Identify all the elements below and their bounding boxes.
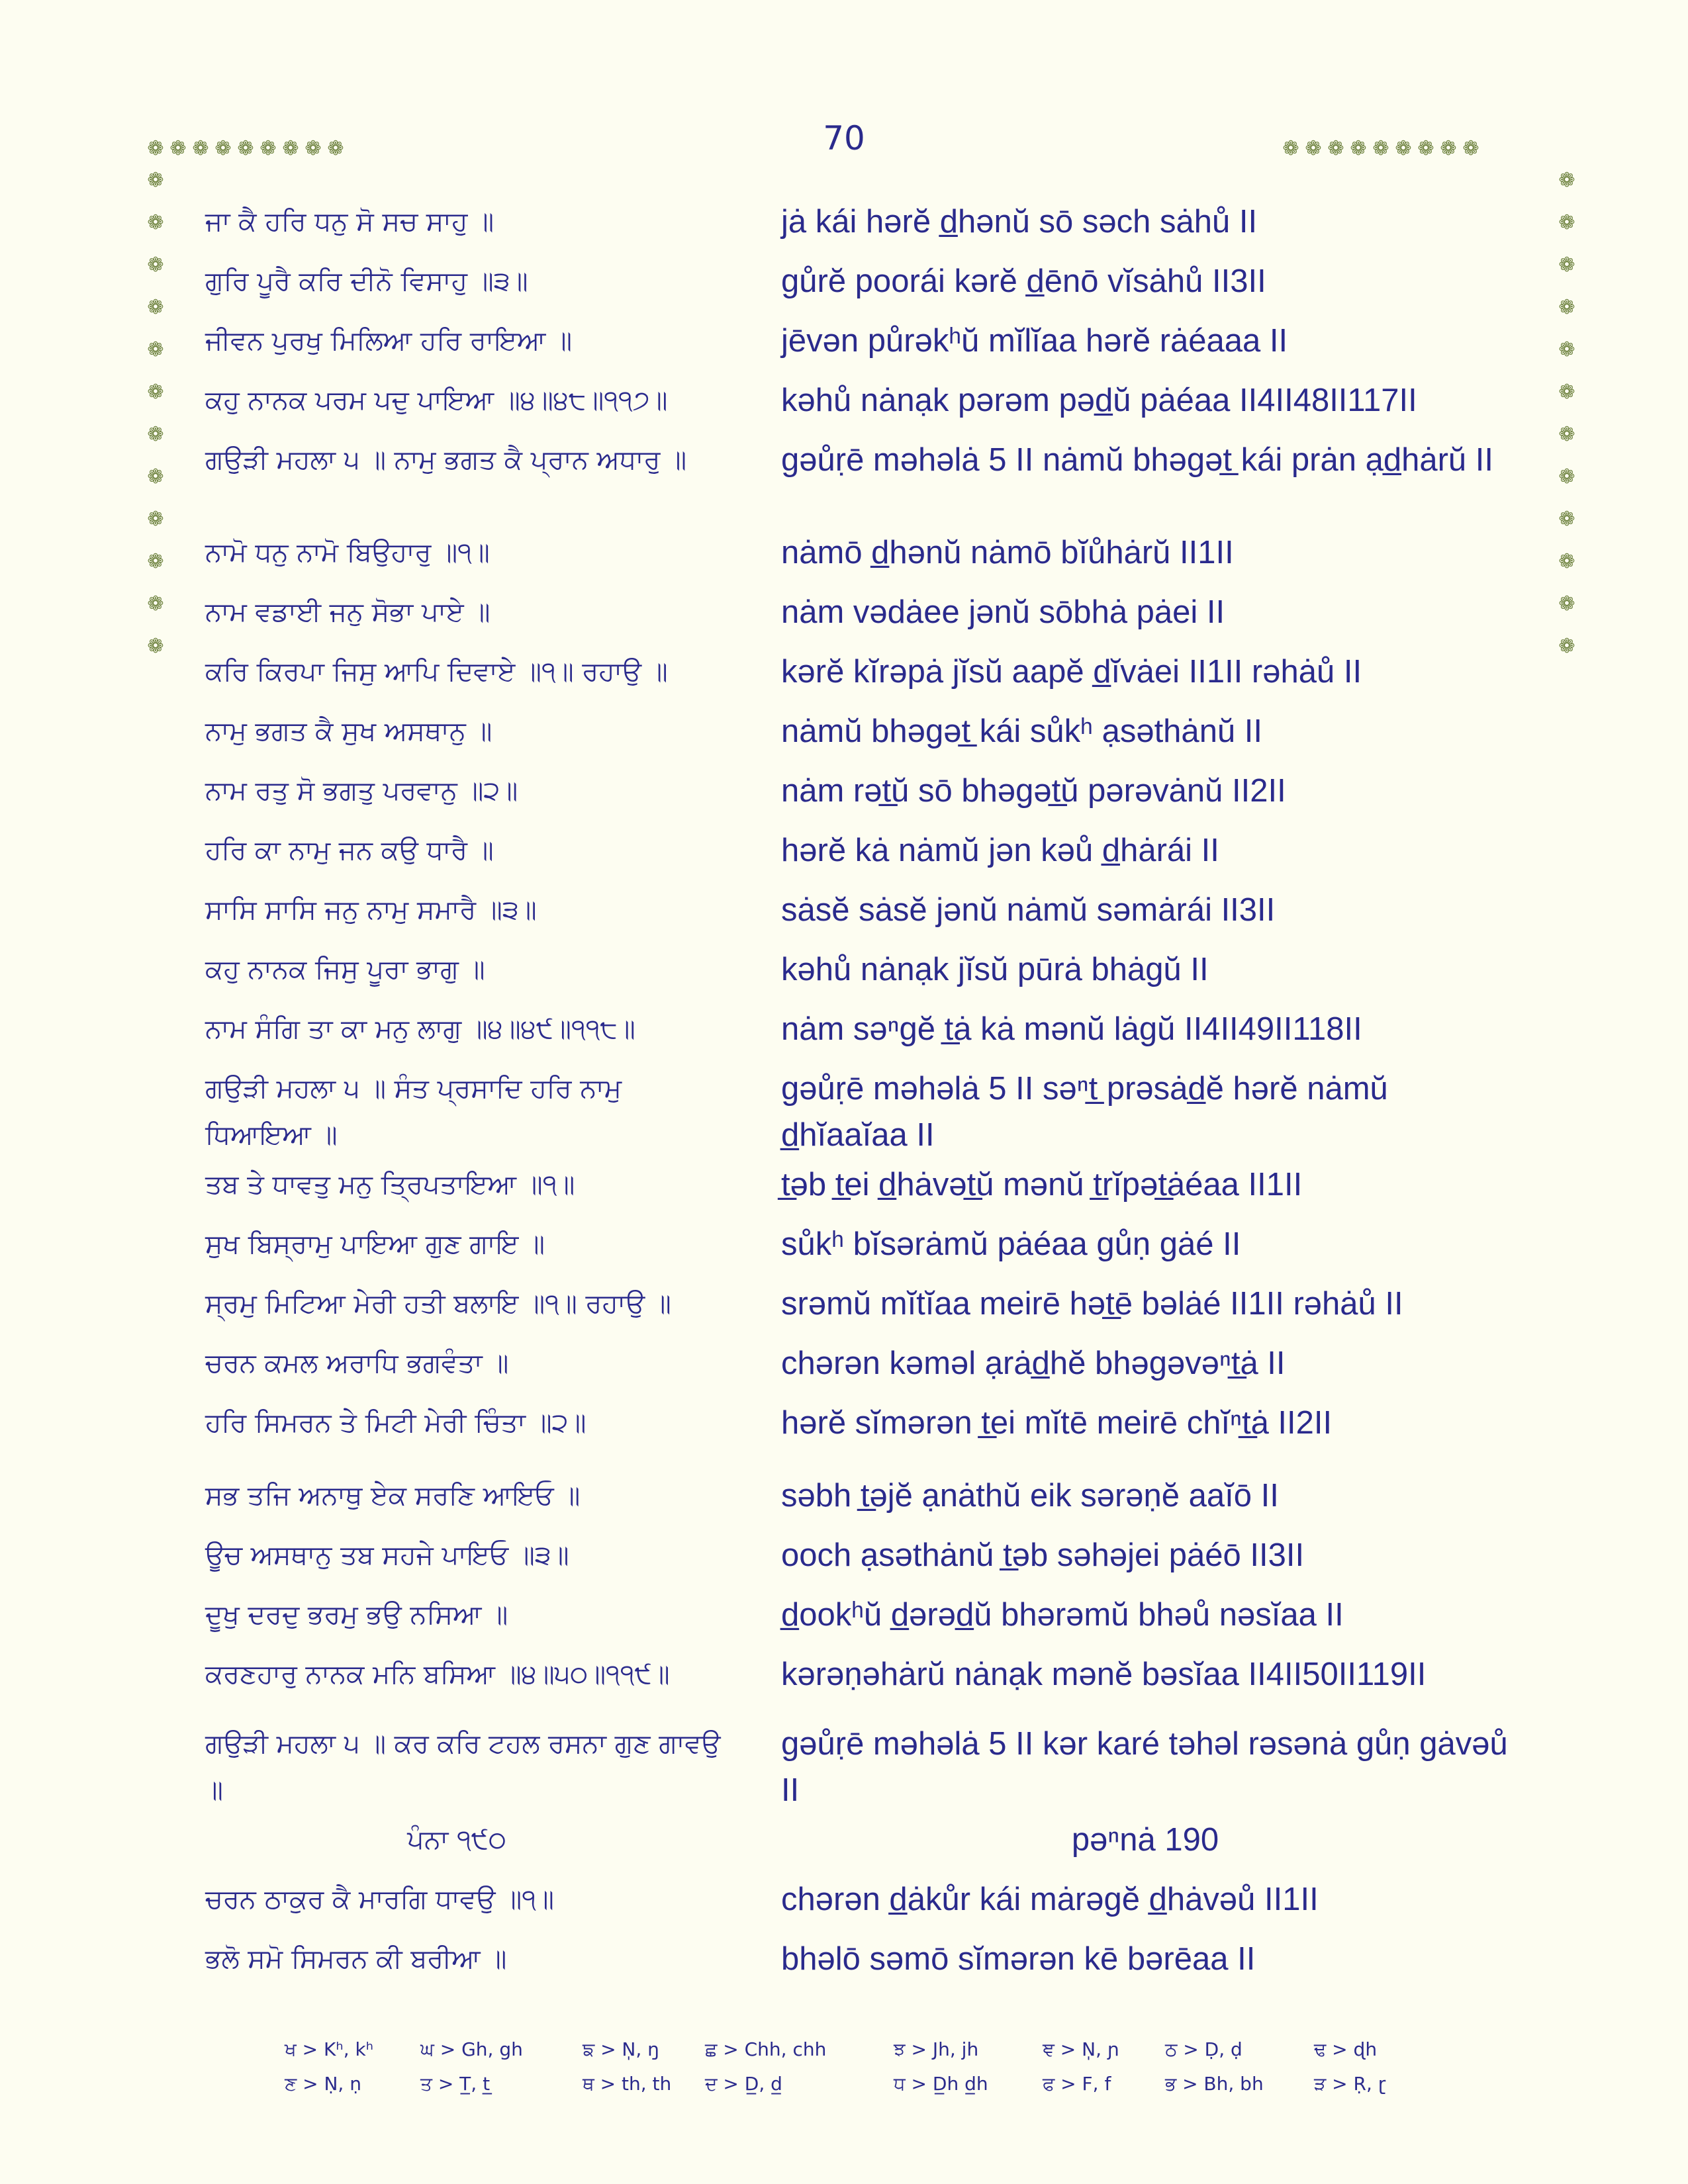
gurmukhi-line: ਊਚ ਅਸਥਾਨੁ ਤਬ ਸਹਜੇ ਪਾਇਓ ॥੩॥ [205,1540,569,1570]
gurmukhi-line: ਨਾਮ ਵਡਾਈ ਜਨੁ ਸੋਭਾ ਪਾਏ ॥ [205,597,491,627]
legend-entry: ਦ > D̲, d̲ [705,2073,782,2095]
transliteration-line: chərən kəməl ạrȧd̲hĕ bhəgəvəⁿt̲ȧ II [781,1345,1286,1381]
gurmukhi-line: ਤਬ ਤੇ ਧਾਵਤੁ ਮਨੁ ਤ੍ਰਿਪਤਾਇਆ ॥੧॥ [205,1169,575,1200]
flower-icon: ❁ [1372,137,1389,160]
gurmukhi-line: ਸੁਖ ਬਿਸ੍ਰਾਮੁ ਪਾਇਆ ਗੁਣ ਗਾਇ ॥ [205,1229,545,1259]
flower-icon: ❁ [147,137,164,160]
gurmukhi-line: ਹਰਿ ਕਾ ਨਾਮੁ ਜਨ ਕਉ ਧਾਰੈ ॥ [205,835,494,866]
transliteration-line: kəhů nȧnạk jĭsŭ pūrȧ bhȧgŭ II [781,952,1209,987]
transliteration-line: srəmŭ mĭtĭaa meirē hət̲ē bəlȧé II1II rəhȧů II [781,1286,1403,1322]
legend-entry: ਣ > Ṇ, ṇ [285,2073,361,2095]
transliteration-line: gəůṛē məhəlȧ 5 II kər karé təhəl rəsənȧ gůṇ gȧvəů II [781,1726,1508,1808]
flower-icon: ❁ [147,592,164,615]
gurmukhi-line: ਨਾਮੁ ਭਗਤ ਕੈ ਸੁਖ ਅਸਥਾਨੁ ॥ [205,716,492,747]
transliteration-line: kəhů nȧnạk pərəm pəd̲ŭ pȧéaa II4II48II117II [781,383,1417,418]
legend-entry: ਢ > ɖh [1314,2038,1378,2060]
flower-icon: ❁ [192,137,209,160]
flower-icon: ❁ [169,137,187,160]
transliteration-line: hərĕ kȧ nȧmŭ jən kəů d̲hȧrái II [781,833,1219,868]
gurmukhi-line: ਕਰਣਹਾਰੁ ਨਾਨਕ ਮਨਿ ਬਸਿਆ ॥੪॥੫੦॥੧੧੯॥ [205,1659,670,1690]
flower-icon: ❁ [327,137,344,160]
flower-icon: ❁ [282,137,299,160]
transliteration-line: kərĕ kĭrəpȧ jĭsŭ aapĕ d̲ĭvȧei II1II rəhȧů II [781,654,1362,690]
flower-icon: ❁ [1558,253,1575,277]
flower-icon: ❁ [147,550,164,573]
flower-icon: ❁ [1558,381,1575,404]
flower-icon: ❁ [1558,550,1575,573]
gurmukhi-line: ਨਾਮੋ ਧਨੁ ਨਾਮੋ ਬਿਉਹਾਰੁ ॥੧॥ [205,537,490,568]
gurmukhi-line: ਭਲੋ ਸਮੋ ਸਿਮਰਨ ਕੀ ਬਰੀਆ ॥ [205,1944,507,1974]
flower-icon: ❁ [147,211,164,234]
transliteration-line: t̲əb t̲ei d̲hȧvət̲ŭ mənŭ t̲rĭpət̲ȧéaa II1II [781,1167,1303,1203]
transliteration-line: səbh t̲əjĕ ạnȧthŭ eik sərəṇĕ aaĭō II [781,1478,1279,1514]
legend-entry: ਧ > D̲h d̲h [894,2073,988,2095]
page-reference-gurmukhi: ਪੰਨਾ ੧੯੦ [407,1825,506,1855]
transliteration-line: gəůṛē məhəlȧ 5 II nȧmŭ bhəgət̲ kái prȧn ạd̲hȧrŭ II [781,442,1493,478]
gurmukhi-line: ਗਉੜੀ ਮਹਲਾ ੫ ॥ ਕਰ ਕਰਿ ਟਹਲ ਰਸਨਾ ਗੁਣ ਗਾਵਉ ॥ [205,1729,721,1805]
flower-icon: ❁ [1327,137,1344,160]
flower-icon: ❁ [147,635,164,658]
flower-icon: ❁ [1558,169,1575,192]
transliteration-line: jȧ kái hərĕ d̲hənŭ sō səch sȧhů II [781,204,1258,240]
gurmukhi-line: ਚਰਨ ਕਮਲ ਅਰਾਧਿ ਭਗਵੰਤਾ ॥ [205,1348,509,1379]
flower-icon: ❁ [1350,137,1367,160]
flower-icon: ❁ [1558,338,1575,361]
gurmukhi-line: ਸਾਸਿ ਸਾਸਿ ਜਨੁ ਨਾਮੁ ਸਮਾਰੈ ॥੩॥ [205,895,537,925]
transliteration-line: nȧmō d̲hənŭ nȧmō bĭůhȧrŭ II1II [781,535,1234,570]
gurmukhi-line: ਸਭ ਤਜਿ ਅਨਾਥੁ ਏਕ ਸਰਣਿ ਆਇਓ ॥ [205,1480,581,1511]
legend-entry: ਝ > Jh, jh [894,2038,979,2060]
flower-icon: ❁ [1558,296,1575,319]
flower-icon: ❁ [147,169,164,192]
transliteration-line: gəůṛē məhəlȧ 5 II səⁿt̲ prəsȧd̲ĕ hərĕ nȧmŭ d̲hĭaaĭaa II [781,1071,1388,1153]
transliteration-line: nȧm səⁿgĕ t̲ȧ kȧ mənŭ lȧgŭ II4II49II118II [781,1011,1362,1047]
transliteration-line: nȧmŭ bhəgət̲ kái sůkʰ ạsəthȧnŭ II [781,713,1263,749]
flower-icon: ❁ [147,296,164,319]
legend-entry: ੜ > Ṛ, ɽ [1314,2073,1386,2095]
flower-icon: ❁ [147,338,164,361]
flower-icon: ❁ [1558,635,1575,658]
transliteration-line: kərəṇəhȧrŭ nȧnạk mənĕ bəsĭaa II4II50II119II [781,1657,1427,1692]
gurmukhi-line: ਗਉੜੀ ਮਹਲਾ ੫ ॥ ਨਾਮੁ ਭਗਤ ਕੈ ਪ੍ਰਾਨ ਅਧਾਰੁ ॥ [205,445,687,475]
flower-icon: ❁ [1395,137,1412,160]
gurmukhi-line: ਗੁਰਿ ਪੂਰੈ ਕਰਿ ਦੀਨੋ ਵਿਸਾਹੁ ॥੩॥ [205,266,528,296]
transliteration-line: chərən d̲ȧkůr kái mȧrəgĕ d̲hȧvəů II1II [781,1882,1319,1917]
gurmukhi-line: ਨਾਮ ਰਤੁ ਸੋ ਭਗਤੁ ਪਰਵਾਨੁ ॥੨॥ [205,776,518,806]
gurmukhi-line: ਚਰਨ ਠਾਕੁਰ ਕੈ ਮਾਰਗਿ ਧਾਵਉ ॥੧॥ [205,1884,554,1915]
flower-icon: ❁ [147,253,164,277]
gurmukhi-line: ਗਉੜੀ ਮਹਲਾ ੫ ॥ ਸੰਤ ਪ੍ਰਸਾਦਿ ਹਰਿ ਨਾਮੁ ਧਿਆਇਆ ॥ [205,1073,622,1150]
legend-entry: ਠ > Ḍ, ḍ [1165,2038,1243,2060]
flower-icon: ❁ [147,423,164,446]
legend-entry: ਫ > F, f [1043,2073,1111,2095]
flower-icon: ❁ [214,137,232,160]
legend-entry: ਘ > Gh, gh [420,2038,523,2060]
legend-entry: ਛ > Chh, chh [705,2038,827,2060]
transliteration-line: d̲ookʰŭ d̲ərəd̲ŭ bhərəmŭ bhəů nəsĭaa II [781,1597,1344,1633]
flower-icon: ❁ [1462,137,1479,160]
flower-icon: ❁ [1440,137,1457,160]
flower-icon: ❁ [1558,211,1575,234]
transliteration-line: nȧm vədȧee jənŭ sōbhȧ pȧei II [781,594,1225,630]
flower-icon: ❁ [237,137,254,160]
page-reference-transliteration: pəⁿnȧ 190 [1071,1822,1219,1858]
legend-entry: ਙ > N̩, ŋ [583,2038,659,2060]
flower-icon: ❁ [1417,137,1434,160]
flower-icon: ❁ [259,137,277,160]
flower-icon: ❁ [1558,592,1575,615]
gurmukhi-line: ਸ੍ਰਮੁ ਮਿਟਿਆ ਮੇਰੀ ਹਤੀ ਬਲਾਇ ॥੧॥ ਰਹਾਉ ॥ [205,1289,671,1319]
gurmukhi-line: ਕਹੁ ਨਾਨਕ ਪਰਮ ਪਦੁ ਪਾਇਆ ॥੪॥੪੮॥੧੧੭॥ [205,385,668,416]
legend-entry: ਭ > Bh, bh [1165,2073,1264,2095]
transliteration-line: nȧm rət̲ŭ sō bhəgət̲ŭ pərəvȧnŭ II2II [781,773,1286,809]
transliteration-line: gůrĕ poorái kərĕ d̲ēnō vĭsȧhů II3II [781,263,1266,299]
transliteration-line: bhəlō səmō sĭmərən kē bərēaa II [781,1941,1256,1977]
flower-icon: ❁ [1282,137,1299,160]
legend-entry: ਤ > T̲, t̲ [420,2073,491,2095]
transliteration-line: sůkʰ bĭsərȧmŭ pȧéaa gůṇ gȧé II [781,1226,1241,1262]
flower-icon: ❁ [1558,423,1575,446]
flower-icon: ❁ [1558,508,1575,531]
transliteration-line: sȧsĕ sȧsĕ jənŭ nȧmŭ səmȧrái II3II [781,892,1276,928]
gurmukhi-line: ਜਾ ਕੈ ਹਰਿ ਧਨੁ ਸੋ ਸਚ ਸਾਹੁ ॥ [205,206,494,237]
gurmukhi-line: ਨਾਮ ਸੰਗਿ ਤਾ ਕਾ ਮਨੁ ਲਾਗੁ ॥੪॥੪੯॥੧੧੮॥ [205,1014,635,1044]
transliteration-line: jēvən půrəkʰŭ mĭlĭaa hərĕ rȧéaaa II [781,323,1288,359]
gurmukhi-line: ਹਰਿ ਸਿਮਰਨ ਤੇ ਮਿਟੀ ਮੇਰੀ ਚਿੰਤਾ ॥੨॥ [205,1408,586,1438]
flower-icon: ❁ [1305,137,1322,160]
gurmukhi-line: ਜੀਵਨ ਪੁਰਖੁ ਮਿਲਿਆ ਹਰਿ ਰਾਇਆ ॥ [205,326,573,356]
flower-icon: ❁ [147,381,164,404]
gurmukhi-line: ਕਰਿ ਕਿਰਪਾ ਜਿਸੁ ਆਪਿ ਦਿਵਾਏ ॥੧॥ ਰਹਾਉ ॥ [205,657,668,687]
flower-icon: ❁ [1558,465,1575,488]
legend-entry: ਥ > th, th [583,2073,672,2095]
transliteration-line: ooch ạsəthȧnŭ t̲əb səhəjei pȧéō II3II [781,1537,1305,1573]
flower-icon: ❁ [147,465,164,488]
flower-icon: ❁ [305,137,322,160]
gurmukhi-line: ਦੂਖੁ ਦਰਦੁ ਭਰਮੁ ਭਉ ਨਸਿਆ ॥ [205,1600,508,1630]
legend-entry: ਞ > N̩, ɲ [1043,2038,1119,2060]
page-number: 70 [823,119,865,158]
flower-icon: ❁ [147,508,164,531]
gurmukhi-line: ਕਹੁ ਨਾਨਕ ਜਿਸੁ ਪੂਰਾ ਭਾਗੁ ॥ [205,954,485,985]
transliteration-line: hərĕ sĭmərən t̲ei mĭtē meirē chĭⁿt̲ȧ II2II [781,1405,1333,1441]
legend-entry: ਖ > Kʰ, kʰ [285,2038,374,2060]
